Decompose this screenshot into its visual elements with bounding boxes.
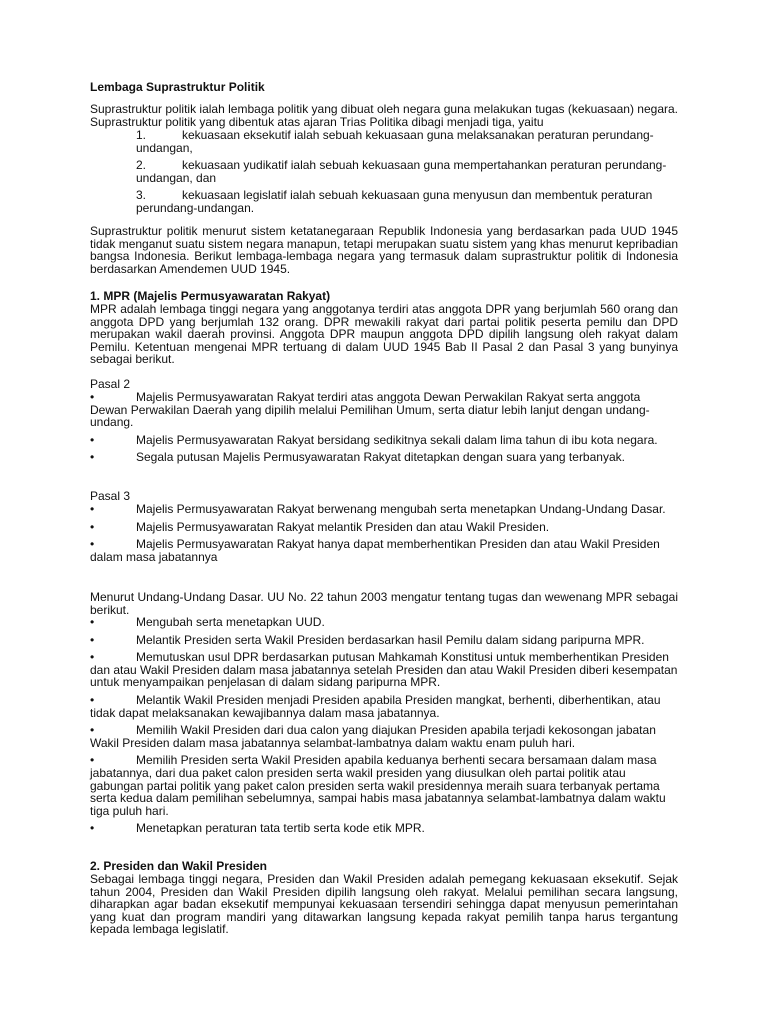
bullet-icon: •	[90, 821, 95, 836]
bullet-icon: •	[90, 519, 95, 534]
bullet-icon: •	[90, 537, 95, 552]
intro-paragraph: Suprastruktur politik ialah lembaga politik yang dibuat oleh negara guna melakukan tugas (kekuasaan) negara. Suprastruktur politik yang dibentuk atas ajaran Trias Politika dibagi menjadi tiga, yaitu	[90, 102, 678, 129]
bullet-icon: •	[90, 650, 95, 665]
list-item: • Segala putusan Majelis Permusyawaratan Rakyat ditetapkan dengan suara yang terbanyak.	[90, 450, 625, 465]
bullet-icon: •	[90, 753, 95, 768]
list-item: • Majelis Permusyawaratan Rakyat berwenang mengubah serta menetapkan Undang-Undang Dasar.	[90, 502, 666, 516]
list-item: • Melantik Wakil Presiden menjadi Presiden apabila Presiden mangkat, berhenti, diberhentikan, atau tidak dapat melaksanakan kewajibannya dalam masa jabatannya.	[90, 692, 661, 720]
list-item: • Menetapkan peraturan tata tertib serta kode etik MPR.	[90, 821, 425, 836]
bullet-icon: •	[90, 502, 95, 516]
list-item: 3. kekuasaan legislatif ialah sebuah kekuasaan guna menyusun dan membentuk peraturan perundang-undangan.	[136, 188, 653, 215]
bullet-icon: •	[90, 615, 95, 629]
list-item: • Majelis Permusyawaratan Rakyat hanya dapat memberhentikan Presiden dan atau Wakil Presiden dalam masa jabatannya	[90, 537, 660, 564]
pasal-2-list	[90, 391, 678, 469]
document-title: Lembaga Suprastruktur Politik	[90, 80, 265, 94]
mpr-heading: 1. MPR (Majelis Permusyawaratan Rakyat)	[90, 289, 331, 303]
bullet-icon: •	[90, 450, 95, 465]
list-item: • Memutuskan usul DPR berdasarkan putusan Mahkamah Konstitusi untuk memberhentikan Presiden dan atau Wakil Presiden dalam masa jabatannya setelah Presiden dan atau Wakil Presiden diberi kesempatan untuk menyampaikan penjelasan di dalam sidang paripurna MPR.	[90, 650, 678, 690]
list-item: • Memilih Wakil Presiden dari dua calon yang diajukan Presiden apabila terjadi kekosongan jabatan Wakil Presiden dalam masa jabatannya selambat-lambatnya dalam waktu enam puluh hari.	[90, 723, 656, 750]
presiden-paragraph: Sebagai lembaga tinggi negara, Presiden dan Wakil Presiden adalah pemegang kekuasaan eksekutif. Sejak tahun 2004, Presiden dan Wakil Presiden dipilih langsung oleh rakyat. Melalui pemilihan secara langsung, diharapkan agar badan eksekutif mempunyai kekuasaan tersendiri sehingga dapat menyusun pemerintahan yang kuat dan program mandiri yang ditawarkan langsung kepada rakyat pemilih tanpa harus tergantung kepada lembaga legislatif.	[90, 872, 678, 937]
system-paragraph: Suprastruktur politik menurut sistem ketatanegaraan Republik Indonesia yang berdasarkan pada UUD 1945 tidak menganut suatu sistem negara manapun, tetapi merupakan suatu sistem yang khas menurut kepribadian bangsa Indonesia. Berikut lembaga-lembaga negara yang termasuk dalam suprastruktur politik di Indonesia berdasarkan Amendemen UUD 1945.	[90, 224, 678, 276]
presiden-heading: 2. Presiden dan Wakil Presiden	[90, 859, 267, 873]
bullet-icon: •	[90, 432, 95, 447]
uu-intro-paragraph: Menurut Undang-Undang Dasar. UU No. 22 tahun 2003 mengatur tentang tugas dan wewenang MPR sebagai berikut.	[90, 590, 678, 617]
list-item: • Majelis Permusyawaratan Rakyat melantik Presiden dan atau Wakil Presiden.	[90, 519, 550, 534]
list-item: 1. kekuasaan eksekutif ialah sebuah kekuasaan guna melaksanakan peraturan perundang-undangan,	[136, 128, 654, 155]
bullet-icon: •	[90, 390, 95, 404]
bullet-icon: •	[90, 723, 95, 738]
pasal-3-list	[90, 503, 678, 568]
list-item: 2. kekuasaan yudikatif ialah sebuah kekuasaan guna mempertahankan peraturan perundang-undangan, dan	[136, 158, 667, 185]
list-item: • Melantik Presiden serta Wakil Presiden berdasarkan hasil Pemilu dalam sidang paripurna MPR.	[90, 632, 645, 647]
pasal-3-label: Pasal 3	[90, 489, 131, 503]
bullet-icon: •	[90, 692, 95, 707]
mpr-paragraph: MPR adalah lembaga tinggi negara yang anggotanya terdiri atas anggota DPR yang berjumlah 560 orang dan anggota DPD yang berjumlah 132 orang. DPR mewakili rakyat dari partai politik peserta pemilu dan DPD merupakan wakil daerah provinsi. Anggota DPR maupun anggota DPD dipilih langsung oleh rakyat dalam Pemilu. Ketentuan mengenai MPR tertuang di dalam UUD 1945 Bab II Pasal 2 dan Pasal 3 yang bunyinya sebagai berikut.	[90, 302, 678, 367]
uu-list	[90, 616, 678, 840]
bullet-icon: •	[90, 632, 95, 647]
trias-list	[90, 129, 678, 220]
list-item: • Mengubah serta menetapkan UUD.	[90, 615, 325, 629]
list-item: • Majelis Permusyawaratan Rakyat bersidang sedikitnya sekali dalam lima tahun di ibu kota negara.	[90, 432, 658, 447]
list-item: • Majelis Permusyawaratan Rakyat terdiri atas anggota Dewan Perwakilan Rakyat serta anggota Dewan Perwakilan Daerah yang dipilih melalui Pemilihan Umum, serta diatur lebih lanjut dengan undang-undang.	[90, 390, 650, 430]
list-item: • Memilih Presiden serta Wakil Presiden apabila keduanya berhenti secara bersamaan dalam masa jabatannya, dari dua paket calon presiden serta wakil presiden yang diusulkan oleh partai politik atau gabungan partai politik yang paket calon presiden serta wakil presidennya meraih suara terbanyak pertama serta kedua dalam pemilihan sebelumnya, sampai habis masa jabatannya selambat-lambatnya dalam waktu tiga puluh hari.	[90, 753, 666, 818]
pasal-2-label: Pasal 2	[90, 377, 131, 391]
